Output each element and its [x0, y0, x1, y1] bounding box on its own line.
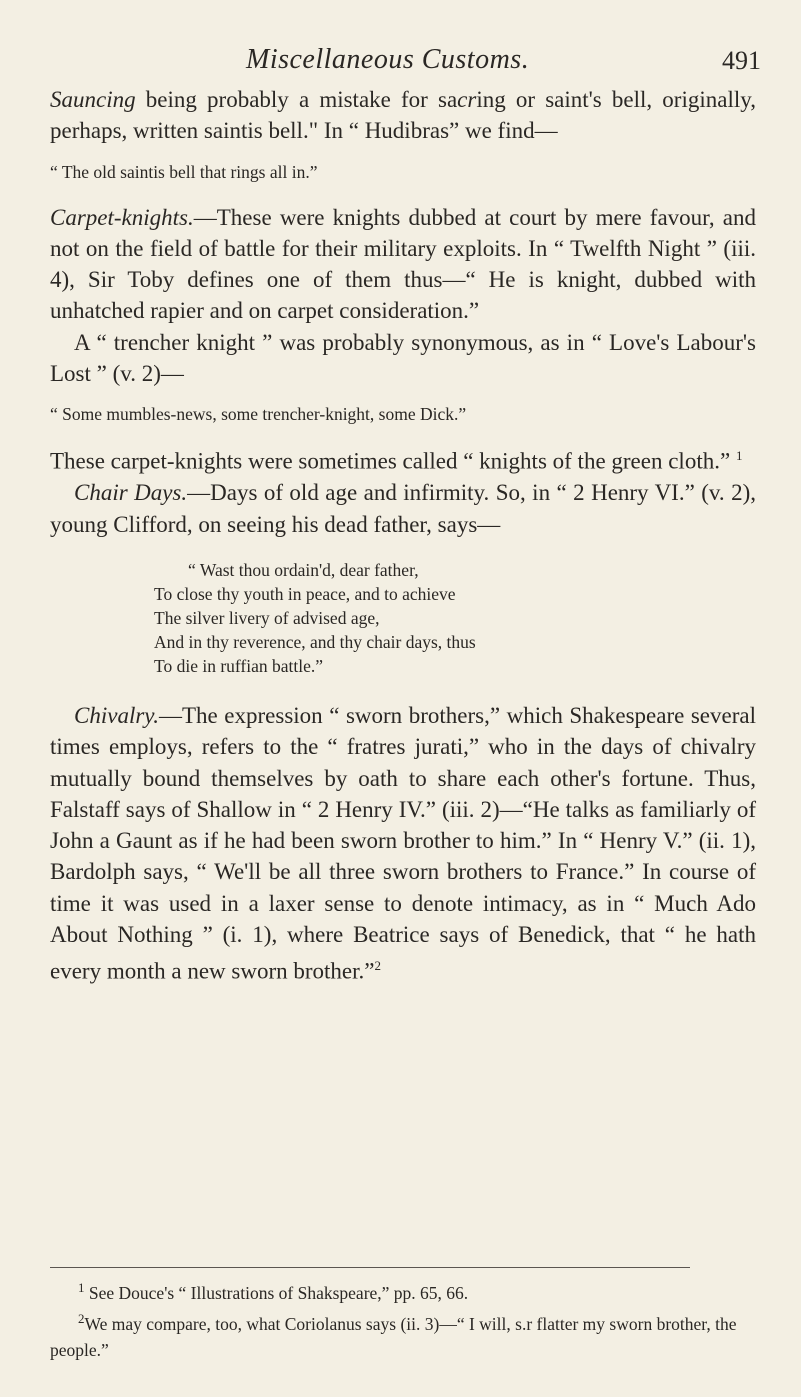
footnote-1	[50, 1275, 756, 1306]
footnote-mark-1: 1	[78, 1280, 85, 1295]
paragraph-green-cloth	[50, 440, 756, 477]
poem-line: The silver livery of advised age,	[154, 607, 380, 628]
running-head: Miscellaneous Customs.	[246, 44, 530, 75]
entry-term-sauncing: Sauncing	[50, 87, 136, 112]
footnote-ref-2: 2	[374, 958, 381, 974]
quote-loves-labours-lost: “ Some mumbles-news, some trencher-knight, some Dick.”	[50, 404, 467, 425]
entry-term-chair-days: Chair Days.	[74, 480, 188, 506]
footnote-ref-1: 1	[735, 448, 743, 464]
page-number: 491	[722, 46, 761, 75]
paragraph-carpet-knights	[50, 202, 756, 327]
entry-term-chivalry: Chivalry.	[74, 702, 159, 728]
paragraph-text: being probably a mistake for sa	[135, 87, 458, 112]
paragraph-chair-days	[50, 477, 756, 540]
footnote-mark-2: 2	[78, 1310, 85, 1326]
paragraph-text: —Days of old age and infirmity. So, in “ 2 Henry VI.” (v. 2), young Clifford, on seeing his dead father, says—	[50, 480, 756, 537]
paragraph-text: —These were knights dubbed at court by mere favour, and not on the field of battle for their military exploits. In “ Twelfth Night ” (iii. 4), Sir Toby defines one of them thus—“ He is knight, dubbed with unhatched rapier and on carpet consideration.”	[50, 204, 756, 324]
footnote-2	[50, 1306, 756, 1363]
footnote-rule	[50, 1267, 690, 1268]
footnote-text: See Douce's “ Illustrations of Shakspeare,” pp. 65, 66.	[84, 1282, 469, 1303]
page-header	[0, 44, 801, 84]
paragraph-trencher-knight: A “ trencher knight ” was probably synonymous, as in “ Love's Labour's Lost ” (v. 2)—	[50, 329, 756, 387]
page-body	[50, 84, 756, 987]
quote-henry-vi	[50, 558, 756, 678]
paragraph-chivalry	[50, 700, 756, 987]
paragraph-text: ing or saint's bell, originally, perhaps, written saintis bell." In “ Hudibras” we find—	[50, 87, 756, 144]
italic-fragment: cr	[457, 87, 477, 112]
quote-hudibras: “ The old saintis bell that rings all in.”	[50, 161, 318, 182]
footnotes	[50, 1275, 756, 1363]
poem-line: To close thy youth in peace, and to achieve	[154, 583, 456, 604]
entry-term-carpet-knights: Carpet-knights.	[50, 204, 194, 230]
paragraph-sauncing	[50, 84, 756, 147]
paragraph-text: —The expression “ sworn brothers,” which Shakespeare several times employs, refers to the “ fratres jurati,” who in the days of chivalry mutually bound themselves by oath to share each other's fortune. Thus, Falstaff says of Shallow in “ 2 Henry IV.” (iii. 2)—“He talks as familiarly of John a Gaunt as if he had been sworn brother to him.” In “ Henry V.” (ii. 1), Bardolph says, “ We'll be all three sworn brothers to France.” In course of time it was used in a laxer sense to denote intimacy, as in “ Much Ado About Nothing ” (i. 1), where Beatrice says of Benedick, that “ he hath every month a new sworn brother.”	[50, 702, 756, 984]
poem-line: “ Wast thou ordain'd, dear father,	[188, 559, 419, 580]
poem-line: And in thy reverence, and thy chair days, thus	[154, 631, 476, 652]
footnote-text: We may compare, too, what Coriolanus says (ii. 3)—“ I will, s.r flatter my sworn brother, the people.”	[50, 1313, 737, 1360]
paragraph-text: These carpet-knights were sometimes called “ knights of the green cloth.”	[50, 449, 736, 475]
poem-line: To die in ruffian battle.”	[154, 655, 324, 676]
